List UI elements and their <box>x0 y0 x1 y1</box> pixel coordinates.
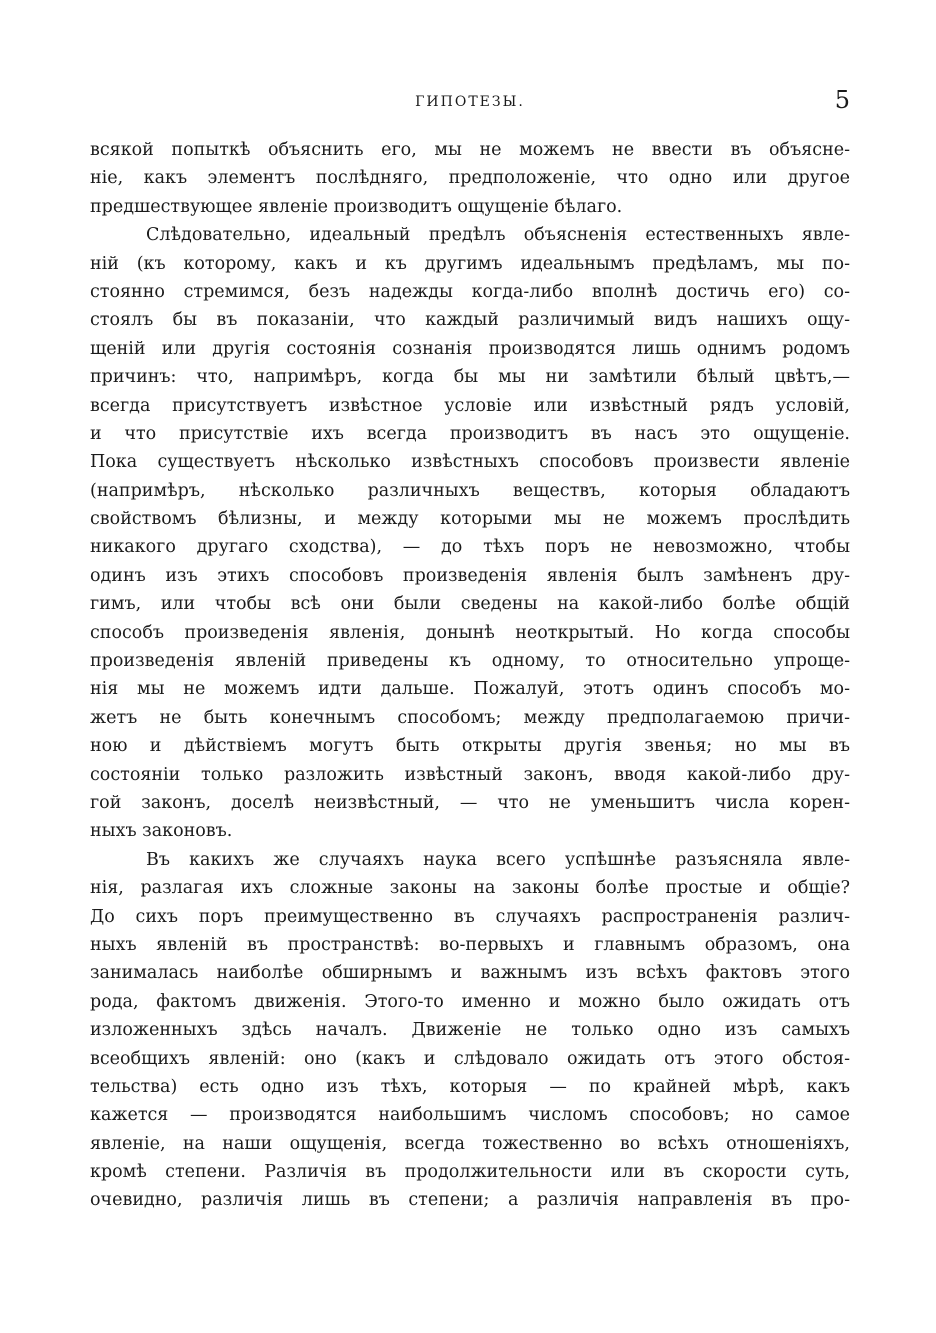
text-line: стоялъ бы въ показаніи, что каждый различимый видъ нашихъ ощу- <box>90 310 850 331</box>
text-line: состояніи только разложить извѣстный законъ, вводя какой-либо дру- <box>90 764 850 785</box>
text-line: ныхъ явленій въ пространствѣ: во-первыхъ и главнымъ образомъ, она <box>90 934 850 955</box>
text-line: Въ какихъ же случаяхъ наука всего успѣшнѣе разъясняла явле- <box>146 849 850 870</box>
text-line: жетъ не быть конечнымъ способомъ; между предполагаемою причи- <box>90 707 850 728</box>
text-line: рода, фактомъ движенія. Этого-то именно и можно было ожидать отъ <box>90 991 850 1012</box>
text-line: и что присутствіе ихъ всегда производитъ въ насъ это ощущеніе. <box>90 423 850 444</box>
page-number: 5 <box>834 86 850 114</box>
text-line: Пока существуетъ нѣсколько извѣстныхъ способовъ произвести явленіе <box>90 452 850 473</box>
text-line: нія мы не можемъ идти дальше. Пожалуй, этотъ одинъ способъ мо- <box>90 679 850 700</box>
text-line: гой законъ, доселѣ неизвѣстный, — что не уменьшитъ числа корен- <box>90 792 850 813</box>
text-line: никакого другаго сходства), — до тѣхъ поръ не невозможно, чтобы <box>90 537 850 558</box>
text-line: кажется — производятся наибольшимъ числомъ способовъ; но самое <box>90 1105 850 1126</box>
text-line: (напримѣръ, нѣсколько различныхъ веществъ, которыя обладаютъ <box>90 480 850 501</box>
text-line: Слѣдовательно, идеальный предѣлъ объясненія естественныхъ явле- <box>146 225 850 246</box>
text-line: одинъ изъ этихъ способовъ произведенія явленія былъ замѣненъ дру- <box>90 565 850 586</box>
text-line: ныхъ законовъ. <box>90 821 233 842</box>
text-line: предшествующее явленіе производитъ ощущеніе бѣлаго. <box>90 196 623 217</box>
text-line: кромѣ степени. Различія въ продолжительности или въ скорости суть, <box>90 1162 850 1183</box>
text-line: всякой попыткѣ объяснить его, мы не можемъ не ввести въ объясне- <box>90 140 850 160</box>
text-line: гимъ, или чтобы всѣ они были сведены на какой-либо болѣе общій <box>90 594 850 615</box>
text-line: ній (къ которому, какъ и къ другимъ идеальнымъ предѣламъ, мы по- <box>90 253 850 274</box>
text-line: причинъ: что, напримѣръ, когда бы мы ни замѣтили бѣлый цвѣтъ,— <box>90 367 850 388</box>
text-line: всеобщихъ явленій: оно (какъ и слѣдовало ожидать отъ этого обстоя- <box>90 1048 850 1069</box>
text-line: ною и дѣйствіемъ могутъ быть открыты другія звенья; но мы въ <box>90 736 850 757</box>
text-line: занималась наиболѣе обширнымъ и важнымъ изъ всѣхъ фактовъ этого <box>90 963 850 984</box>
text-line: стоянно стремимся, безъ надежды когда-либо вполнѣ достичь его) со- <box>90 281 850 302</box>
text-line: щеній или другія состоянія сознанія производятся лишь однимъ родомъ <box>90 338 850 359</box>
text-line: ніе, какъ элементъ послѣдняго, предположеніе, что одно или другое <box>90 168 850 189</box>
text-line: очевидно, различія лишь въ степени; а различія направленія въ про- <box>90 1190 850 1211</box>
text-line: явленіе, на наши ощущенія, всегда тожественно во всѣхъ отношеніяхъ, <box>90 1133 850 1154</box>
text-line: тельства) есть одно изъ тѣхъ, которыя — по крайней мѣрѣ, какъ <box>90 1076 850 1097</box>
text-line: всегда присутствуетъ извѣстное условіе или извѣстный рядъ условій, <box>90 395 850 416</box>
page-header <box>90 86 850 116</box>
text-line: свойствомъ бѣлизны, и между которыми мы не можемъ прослѣдить <box>90 509 850 530</box>
running-head: ГИПОТЕЗЫ. <box>415 94 525 110</box>
text-line: изложенныхъ здѣсь началъ. Движеніе не только одно изъ самыхъ <box>90 1020 850 1041</box>
text-line: До сихъ поръ преимущественно въ случаяхъ распространенія различ- <box>90 906 850 927</box>
text-line: произведенія явленій приведены къ одному, то относительно упроще- <box>90 651 850 672</box>
body-text <box>90 136 850 1215</box>
text-line: способъ произведенія явленія, донынѣ неоткрытый. Но когда способы <box>90 622 850 643</box>
text-line: нія, разлагая ихъ сложные законы на законы болѣе простые и общіе? <box>90 878 850 899</box>
